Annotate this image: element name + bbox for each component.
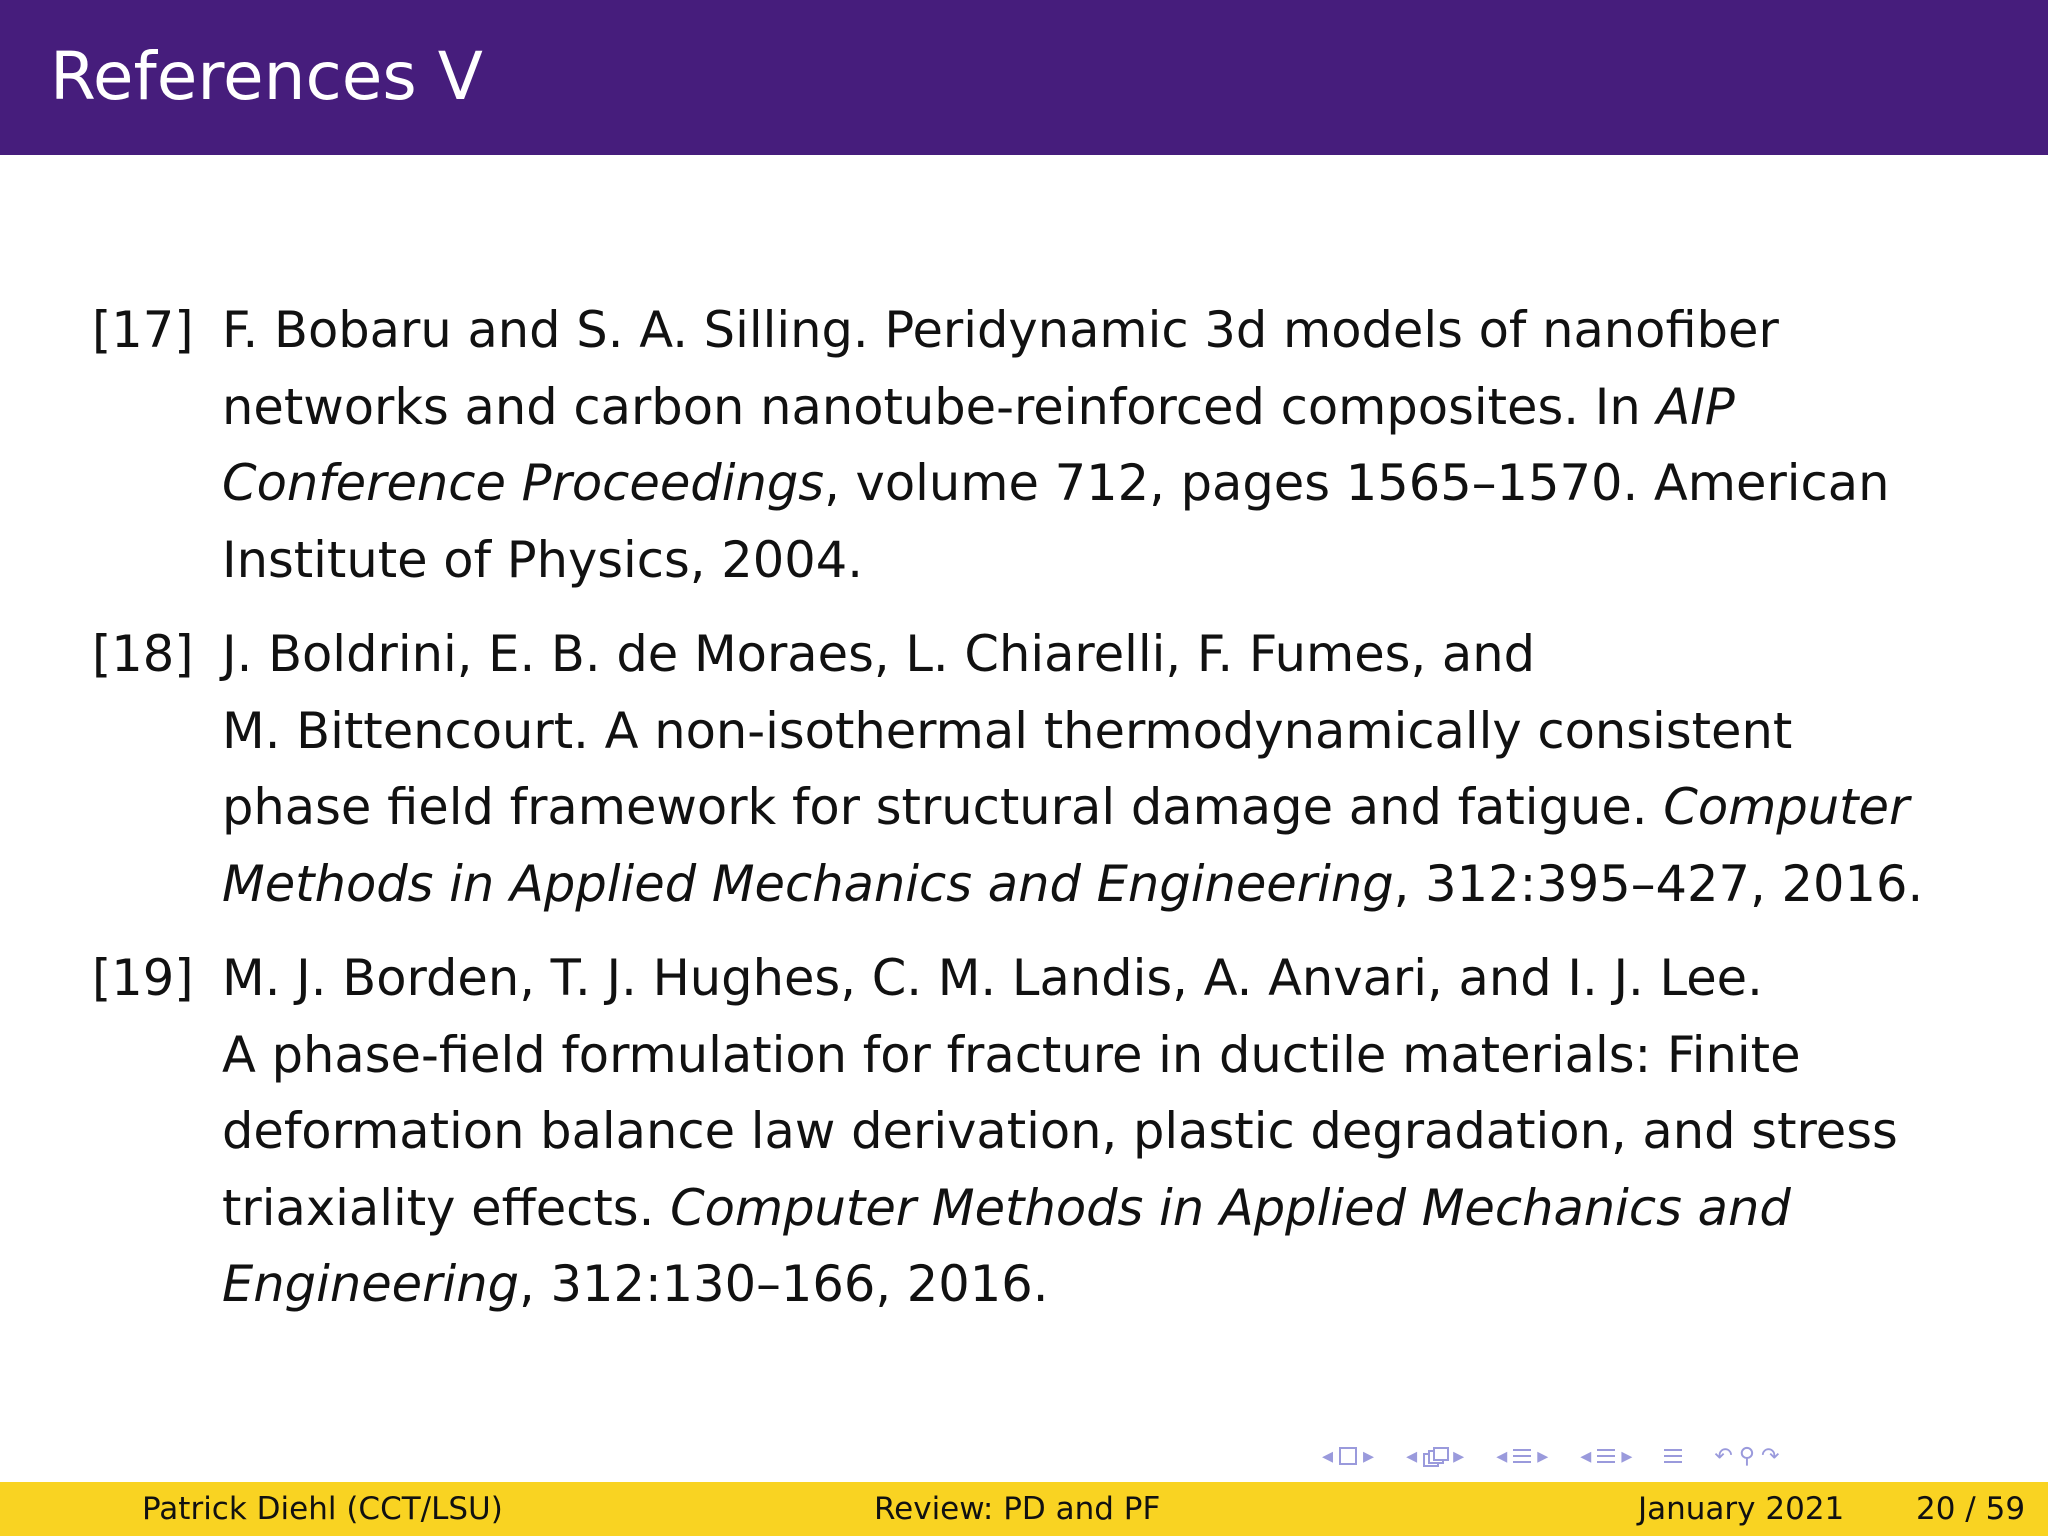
slide-header xyxy=(0,0,2048,155)
nav-search-group[interactable] xyxy=(1714,1444,1785,1469)
reference-line xyxy=(222,769,2012,846)
slide-title: References V xyxy=(50,38,483,115)
reference-text: A phase-field formulation for fracture in ductile materials: Finite xyxy=(222,1025,1801,1084)
arrow-left-icon[interactable]: ◂ xyxy=(1496,1443,1508,1469)
reference-line xyxy=(222,445,2012,522)
arrow-right-icon[interactable]: ▸ xyxy=(1621,1443,1633,1469)
reference-item xyxy=(92,616,2012,922)
reference-line xyxy=(222,522,2012,599)
footer-page-number: 20 / 59 xyxy=(1916,1491,2026,1527)
reference-item xyxy=(92,940,2012,1323)
footer-date: January 2021 xyxy=(1638,1491,1845,1527)
reference-line xyxy=(222,1017,2012,1094)
appendix-icon[interactable] xyxy=(1664,1447,1682,1465)
reference-text: F. Bobaru and S. A. Silling. Peridynamic 3d models of nanofiber xyxy=(222,301,1779,359)
reference-venue-text: Engineering xyxy=(222,1255,519,1313)
reference-text: , 312:395–427, 2016. xyxy=(1393,854,1924,913)
subsection-icon xyxy=(1423,1447,1447,1465)
reference-text: phase field framework for structural damage and fatigue. xyxy=(222,778,1664,836)
reference-number: [17] xyxy=(92,301,194,359)
arrow-left-icon[interactable]: ◂ xyxy=(1580,1443,1592,1469)
reference-venue-text: Computer Methods in Applied Mechanics and xyxy=(670,1178,1791,1237)
slide-footer xyxy=(0,1482,2048,1536)
forward-icon[interactable]: ↷ xyxy=(1760,1443,1780,1469)
reference-text: deformation balance law derivation, plastic degradation, and stress xyxy=(222,1102,1898,1160)
nav-frame-group[interactable] xyxy=(1322,1444,1380,1469)
reference-line xyxy=(222,1246,2012,1323)
footer-talk-title: Review: PD and PF xyxy=(874,1491,1161,1527)
reference-text: M. Bittencourt. A non-isothermal thermodynamically consistent xyxy=(222,701,1793,760)
frame-icon xyxy=(1339,1447,1357,1465)
reference-line xyxy=(222,940,2012,1017)
reference-line xyxy=(222,369,2012,446)
reference-text: M. J. Borden, T. J. Hughes, C. M. Landis, A. Anvari, and I. J. Lee. xyxy=(222,949,1763,1007)
reference-item xyxy=(92,292,2012,598)
back-icon[interactable]: ↶ xyxy=(1714,1443,1733,1469)
reference-line xyxy=(222,292,2012,369)
arrow-left-icon[interactable]: ◂ xyxy=(1406,1443,1418,1469)
arrow-right-icon[interactable]: ▸ xyxy=(1537,1443,1549,1469)
document-icon xyxy=(1597,1447,1615,1465)
arrow-left-icon[interactable]: ◂ xyxy=(1322,1443,1334,1469)
reference-number: [18] xyxy=(92,625,194,683)
reference-line xyxy=(222,846,2012,923)
reference-text: triaxiality effects. xyxy=(222,1178,671,1237)
reference-list xyxy=(92,292,2012,1341)
arrow-right-icon[interactable]: ▸ xyxy=(1363,1443,1375,1469)
reference-venue-text: Methods in Applied Mechanics and Engineering xyxy=(222,854,1394,913)
reference-line xyxy=(222,693,2012,770)
reference-text: networks and carbon nanotube-reinforced composites. In xyxy=(222,377,1657,436)
reference-line xyxy=(222,1170,2012,1247)
reference-number: [19] xyxy=(92,949,194,1007)
section-icon xyxy=(1513,1447,1531,1465)
nav-subsection-group[interactable] xyxy=(1406,1444,1470,1469)
reference-line xyxy=(222,616,2012,693)
search-icon[interactable]: ⚲ xyxy=(1738,1443,1755,1469)
reference-line xyxy=(222,1093,2012,1170)
nav-appendix-group[interactable] xyxy=(1664,1447,1688,1465)
reference-venue-text: Conference Proceedings xyxy=(222,454,825,512)
reference-text: , 312:130–166, 2016. xyxy=(519,1255,1049,1313)
footer-author: Patrick Diehl (CCT/LSU) xyxy=(142,1491,503,1527)
reference-text: Institute of Physics, 2004. xyxy=(222,530,863,589)
reference-venue-text: AIP xyxy=(1656,377,1735,436)
reference-text: , volume 712, pages 1565–1570. American xyxy=(824,454,1890,512)
nav-document-group[interactable] xyxy=(1580,1444,1638,1469)
reference-text: J. Boldrini, E. B. de Moraes, L. Chiarelli, F. Fumes, and xyxy=(222,625,1536,683)
arrow-right-icon[interactable]: ▸ xyxy=(1453,1443,1465,1469)
navigation-bar xyxy=(1322,1440,2034,1472)
reference-venue-text: Computer xyxy=(1663,778,1910,836)
nav-section-group[interactable] xyxy=(1496,1444,1554,1469)
